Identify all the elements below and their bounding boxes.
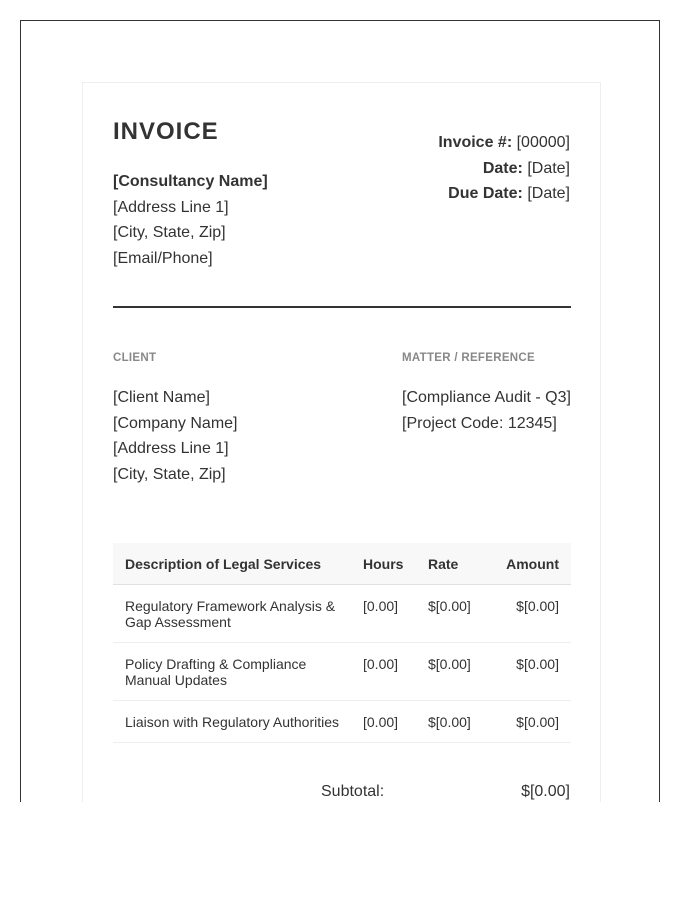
matter-project-code: [Project Code: 12345] xyxy=(402,414,557,432)
matter-block xyxy=(402,385,571,436)
invoice-date-label: Date: xyxy=(482,159,523,177)
invoice-date-value: [Date] xyxy=(527,159,570,177)
sender-block xyxy=(113,169,268,271)
header-divider xyxy=(113,306,571,308)
matter-description: [Compliance Audit - Q3] xyxy=(402,389,571,406)
table-row xyxy=(113,701,571,743)
invoice-date-row xyxy=(438,156,570,182)
sender-city-state-zip: [City, State, Zip] xyxy=(113,224,226,241)
client-company: [Company Name] xyxy=(113,414,238,432)
invoice-due-date-label: Due Date: xyxy=(448,185,523,202)
client-name: [Client Name] xyxy=(113,389,210,406)
subtotal-value: $[0.00] xyxy=(521,783,570,800)
row-description: Policy Drafting & Compliance Manual Updates xyxy=(113,643,363,701)
invoice-number-row xyxy=(438,130,570,156)
row-rate: $[0.00] xyxy=(428,643,495,701)
matter-label: MATTER / REFERENCE xyxy=(402,352,535,364)
invoice-sheet xyxy=(82,82,601,802)
sender-name: [Consultancy Name] xyxy=(113,173,268,190)
invoice-number-value: [00000] xyxy=(516,134,570,151)
row-rate: $[0.00] xyxy=(428,701,495,743)
row-description: Regulatory Framework Analysis & Gap Assessment xyxy=(113,585,363,643)
sender-address-line-1: [Address Line 1] xyxy=(113,198,229,216)
header-amount: Amount xyxy=(495,543,571,585)
row-description: Liaison with Regulatory Authorities xyxy=(113,701,363,743)
row-rate: $[0.00] xyxy=(428,585,495,643)
header-hours: Hours xyxy=(363,543,428,585)
invoice-number-label: Invoice #: xyxy=(438,134,513,151)
client-block xyxy=(113,385,238,487)
table-header-row xyxy=(113,543,571,585)
client-label: CLIENT xyxy=(113,352,157,364)
invoice-meta xyxy=(438,130,570,207)
row-amount: $[0.00] xyxy=(495,643,571,701)
row-hours: [0.00] xyxy=(363,643,428,701)
client-address-line-1: [Address Line 1] xyxy=(113,440,229,457)
invoice-due-date-row xyxy=(438,181,570,207)
invoice-due-date-value: [Date] xyxy=(527,185,570,202)
services-table xyxy=(113,543,571,743)
sender-contact: [Email/Phone] xyxy=(113,249,213,267)
table-row xyxy=(113,585,571,643)
header-rate: Rate xyxy=(428,543,495,585)
row-hours: [0.00] xyxy=(363,701,428,743)
row-amount: $[0.00] xyxy=(495,701,571,743)
client-city-state-zip: [City, State, Zip] xyxy=(113,465,226,483)
row-hours: [0.00] xyxy=(363,585,428,643)
subtotal-label: Subtotal: xyxy=(321,783,385,800)
table-row xyxy=(113,643,571,701)
invoice-title: INVOICE xyxy=(113,118,219,145)
page-frame xyxy=(20,20,660,802)
header-description: Description of Legal Services xyxy=(113,543,363,585)
row-amount: $[0.00] xyxy=(495,585,571,643)
